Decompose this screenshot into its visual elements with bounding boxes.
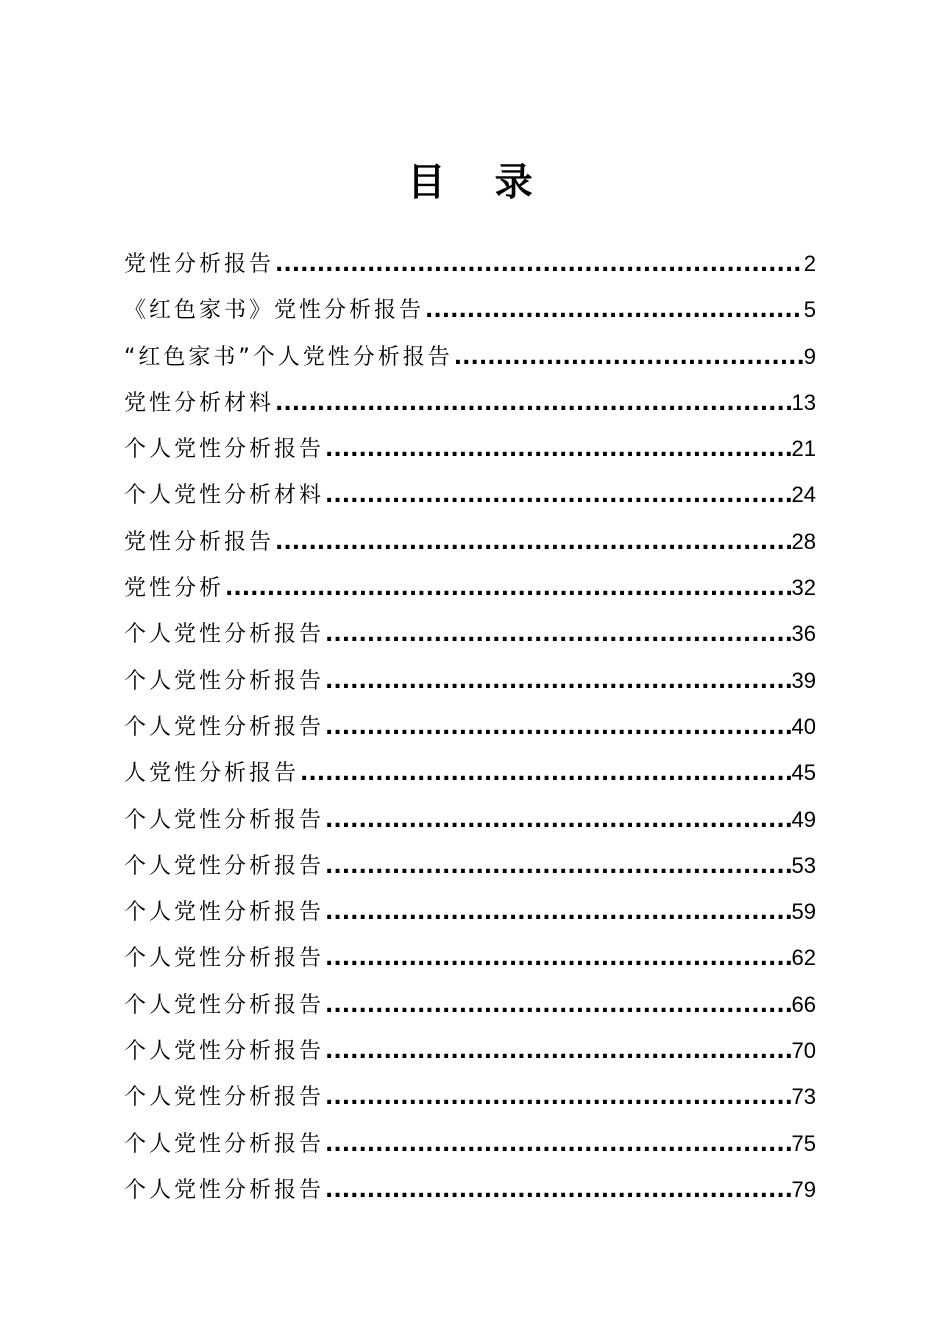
toc-leader-dots <box>325 983 791 1029</box>
toc-leader-dots <box>325 798 791 844</box>
toc-leader-dots <box>425 288 803 334</box>
toc-entry-page: 28 <box>791 528 816 554</box>
toc-entry-text: 个人党性分析报告 <box>124 1085 325 1111</box>
toc-entry-page: 49 <box>791 806 816 832</box>
toc-entry-text: 个人党性分析报告 <box>124 622 325 648</box>
toc-entry[interactable] <box>124 1028 816 1074</box>
toc-leader-dots <box>325 705 791 751</box>
toc-entry-text: 党性分析材料 <box>124 390 275 416</box>
toc-entry-page: 5 <box>803 297 816 323</box>
toc-entry-page: 21 <box>791 436 816 462</box>
toc-entry[interactable] <box>124 334 816 380</box>
toc-leader-dots <box>454 335 803 381</box>
toc-title: 目 录 <box>407 159 551 204</box>
toc-entry-text: “红色家书”个人党性分析报告 <box>124 344 453 370</box>
toc-entry-page: 53 <box>791 852 816 878</box>
toc-entry-text: 人党性分析报告 <box>124 761 300 787</box>
toc-entry-text: 党性分析报告 <box>124 252 275 277</box>
toc-entry-page: 66 <box>791 991 816 1017</box>
toc-entry-page: 45 <box>791 760 816 786</box>
toc-entry[interactable] <box>124 797 816 843</box>
toc-leader-dots <box>275 381 791 427</box>
toc-leader-dots <box>225 566 791 612</box>
toc-entry-page: 79 <box>791 1176 816 1202</box>
toc-entry-text: 《红色家书》党性分析报告 <box>124 298 425 324</box>
toc-entry-page: 32 <box>791 575 816 601</box>
toc-entry-page: 40 <box>791 713 816 739</box>
toc-entry-page: 59 <box>791 899 816 925</box>
toc-entry-text: 个人党性分析报告 <box>124 900 325 926</box>
toc-entry[interactable] <box>124 1074 816 1120</box>
toc-entry[interactable] <box>124 426 816 472</box>
toc-entry[interactable] <box>124 889 816 935</box>
toc-leader-dots <box>325 473 791 519</box>
toc-entry[interactable] <box>124 750 816 796</box>
toc-leader-dots <box>325 890 791 936</box>
toc-entry[interactable] <box>124 565 816 611</box>
toc-leader-dots <box>325 844 791 890</box>
toc-entry-page: 9 <box>803 343 816 369</box>
toc-entry-text: 个人党性分析报告 <box>124 1039 325 1065</box>
toc-entry[interactable] <box>124 658 816 704</box>
toc-entry-text: 党性分析报告 <box>124 529 275 555</box>
toc-leader-dots <box>325 1075 791 1121</box>
toc-entry[interactable] <box>124 611 816 657</box>
toc-entry-text: 个人党性分析报告 <box>124 992 325 1018</box>
toc-entry[interactable] <box>124 380 816 426</box>
toc-entry-text: 个人党性分析报告 <box>124 807 325 833</box>
toc-entry-page: 62 <box>791 945 816 971</box>
toc-leader-dots <box>275 520 791 566</box>
toc-entry[interactable] <box>124 472 816 518</box>
toc-leader-dots <box>275 242 803 288</box>
toc-entry-page: 13 <box>791 389 816 415</box>
toc-leader-dots <box>325 659 791 705</box>
toc-entry[interactable] <box>124 241 816 287</box>
toc-entry-text: 个人党性分析报告 <box>124 437 325 463</box>
toc-entry[interactable] <box>124 1121 816 1167</box>
toc-entry-text: 个人党性分析报告 <box>124 668 325 694</box>
toc-leader-dots <box>325 427 791 473</box>
toc-entry-text: 个人党性分析报告 <box>124 1177 325 1203</box>
toc-entry[interactable] <box>124 982 816 1028</box>
toc-entry-page: 39 <box>791 667 816 693</box>
toc-entry-page: 70 <box>791 1038 816 1064</box>
toc-entry[interactable] <box>124 519 816 565</box>
toc-entry-text: 个人党性分析报告 <box>124 1131 325 1157</box>
toc-entry[interactable] <box>124 704 816 750</box>
toc-entry-text: 个人党性分析材料 <box>124 483 325 509</box>
toc-entry-page: 75 <box>791 1130 816 1156</box>
toc-leader-dots <box>325 1029 791 1075</box>
toc-entry-text: 个人党性分析报告 <box>124 853 325 879</box>
toc-leader-dots <box>325 1168 791 1214</box>
toc-leader-dots <box>325 1122 791 1168</box>
toc-entry-page: 36 <box>791 621 816 647</box>
toc-list <box>124 241 816 1213</box>
toc-entry-text: 个人党性分析报告 <box>124 946 325 972</box>
toc-leader-dots <box>325 612 791 658</box>
toc-entry-page: 73 <box>791 1084 816 1110</box>
toc-leader-dots <box>325 936 791 982</box>
toc-entry-text: 个人党性分析报告 <box>124 714 325 740</box>
toc-entry[interactable] <box>124 935 816 981</box>
toc-leader-dots <box>300 751 791 797</box>
toc-entry-page: 24 <box>791 482 816 508</box>
toc-entry-page: 2 <box>803 251 816 276</box>
toc-entry[interactable] <box>124 287 816 333</box>
toc-entry[interactable] <box>124 843 816 889</box>
toc-entry-text: 党性分析 <box>124 576 225 602</box>
toc-entry[interactable] <box>124 1167 816 1213</box>
